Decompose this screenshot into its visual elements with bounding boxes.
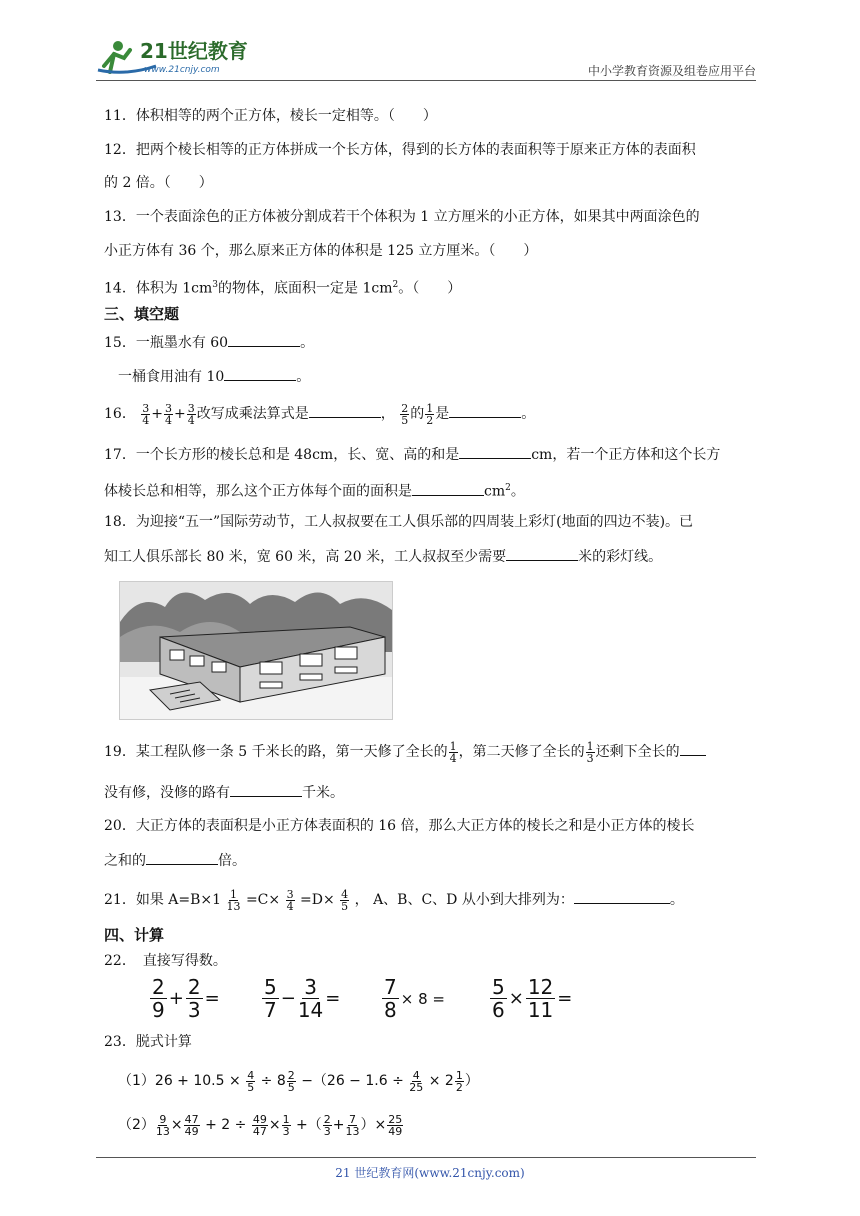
question-14: 14．体积为 $1cm^3$的物体，底面积一定是 $1cm^2$。（ ） <box>104 280 462 297</box>
expr-2: $\frac{5}{7}$ − $\frac{3}{14}$ = <box>264 975 341 1022</box>
club-building-illustration <box>119 581 393 720</box>
answer-blank[interactable] <box>459 444 531 459</box>
fraction: $\frac{1}{3}$ <box>586 739 594 765</box>
header-divider <box>96 80 756 81</box>
question-20-line1: 20．大正方体的表面积是小正方体表面积的 16 倍，那么大正方体的棱长之和是小正方体的棱长 <box>104 818 695 834</box>
question-12-line1: 12．把两个棱长相等的正方体拼成一个长方体，得到的长方体的表面积等于原来正方体的表面积 <box>104 142 696 158</box>
question-19-line1: 19．某工程队修一条 5 千米长的路，第一天修了全长的 $\frac{1}{4}$ ，第二天修了全长的 $\frac{1}{3}$ 还剩下全长的 <box>104 738 706 766</box>
question-23: 23．脱式计算 <box>104 1034 192 1050</box>
header-platform-text: 中小学教育资源及组卷应用平台 <box>587 64 756 78</box>
question-21: 21．如果 A=B×1 $\frac{1}{13}$ =C× $\frac{3}{4}$ =D× $\frac{4}{5}$ ， A、B、C、D 从小到大排列为： 。 <box>104 887 684 913</box>
answer-blank[interactable] <box>574 889 670 904</box>
fraction: $\frac{1}{2}$ <box>426 401 434 427</box>
question-11: 11．体积相等的两个正方体，棱长一定相等。（ ） <box>104 108 437 124</box>
question-19-line2: 没有修，没修的路有 千米。 <box>104 782 344 803</box>
question-18-line2: 知工人俱乐部长 80 米，宽 60 米，高 20 米，工人叔叔至少需要 米的彩灯线。 <box>104 546 662 567</box>
fraction: $\frac{1}{13}$ <box>226 887 241 913</box>
fraction: $\frac{4}{5}$ <box>341 887 349 913</box>
fraction: $\frac{3}{4}$ <box>142 401 150 427</box>
question-15-line2: 一桶食用油有 10 。 <box>118 366 310 387</box>
question-20-line2: 之和的 倍。 <box>104 850 246 871</box>
answer-blank[interactable] <box>146 850 218 865</box>
footer-text: 21 世纪教育网(www.21cnjy.com) <box>335 1166 525 1180</box>
fraction: $\frac{3}{4}$ <box>286 887 294 913</box>
section-fill-in-title: 三、填空题 <box>104 305 180 323</box>
section-calculation-title: 四、计算 <box>104 926 165 944</box>
logo-runner-icon <box>96 36 266 78</box>
question-16: 16． $\frac{3}{4}$ + $\frac{3}{4}$ + $\frac{3}{4}$ 改写成乘法算式是 ， $\frac{2}{5}$ 的 $\frac{1}{2}$ 是 。 <box>104 401 536 427</box>
fraction: $\frac{2}{5}$ <box>401 401 409 427</box>
fraction: $\frac{1}{4}$ <box>449 739 457 765</box>
question-17-line1: 17．一个长方形的棱长总和是 48cm，长、宽、高的和是 cm，若一个正方体和这个长方 <box>104 444 720 465</box>
question-22: 22． 直接写得数。 <box>104 953 227 969</box>
answer-blank[interactable] <box>228 332 300 347</box>
site-logo <box>96 36 266 78</box>
expr-4: $\frac{5}{6}$ × $\frac{12}{11}$ = <box>492 975 573 1022</box>
answer-blank[interactable] <box>449 403 521 418</box>
question-15-line1: 15．一瓶墨水有 60 。 <box>104 332 314 353</box>
answer-blank[interactable] <box>309 403 381 418</box>
footer-divider <box>96 1157 756 1158</box>
answer-blank[interactable] <box>224 366 296 381</box>
direct-calculation-row <box>150 976 610 1026</box>
fraction: $\frac{3}{4}$ <box>165 401 173 427</box>
expression-23-2: （2） $\frac{9}{13}$ × $\frac{47}{49}$ + 2 ÷ $\frac{49}{47}$ × $\frac{1}{3}$ +（ $\frac{2}{3}$ + $\frac{7}{13}$ ）× $\frac{25}{49}$ <box>118 1112 403 1138</box>
question-13-line1: 13．一个表面涂色的正方体被分割成若干个体积为 1 立方厘米的小正方体，如果其中两面涂色的 <box>104 209 700 225</box>
fraction: $\frac{3}{4}$ <box>187 401 195 427</box>
question-17-line2: 体棱长总和相等，那么这个正方体每个面的面积是 $cm^2$。 <box>104 478 525 502</box>
logo-url: www.21cnjy.com <box>144 65 220 75</box>
expression-23-1: （1）26 + 10.5 × $\frac{4}{5}$ ÷ 8 $\frac{2}{5}$ −（26 − 1.6 ÷ $\frac{4}{25}$ × 2 $\frac{1}{2}$ ） <box>118 1068 479 1094</box>
question-12-line2: 的 2 倍。（ ） <box>104 175 213 191</box>
answer-blank[interactable] <box>412 481 484 496</box>
question-13-line2: 小正方体有 36 个，那么原来正方体的体积是 125 立方厘米。（ ） <box>104 243 538 259</box>
answer-blank[interactable] <box>506 546 578 561</box>
answer-blank[interactable] <box>230 782 302 797</box>
question-18-line1: 18．为迎接“五一”国际劳动节，工人叔叔要在工人俱乐部的四周装上彩灯(地面的四边不装)。已 <box>104 514 694 530</box>
logo-text: 21世纪教育 <box>140 39 248 63</box>
expr-3: $\frac{7}{8}$ × 8 = <box>384 975 445 1022</box>
expr-1: $\frac{2}{9}$ + $\frac{2}{3}$ = <box>152 975 220 1022</box>
answer-blank[interactable] <box>680 741 706 756</box>
